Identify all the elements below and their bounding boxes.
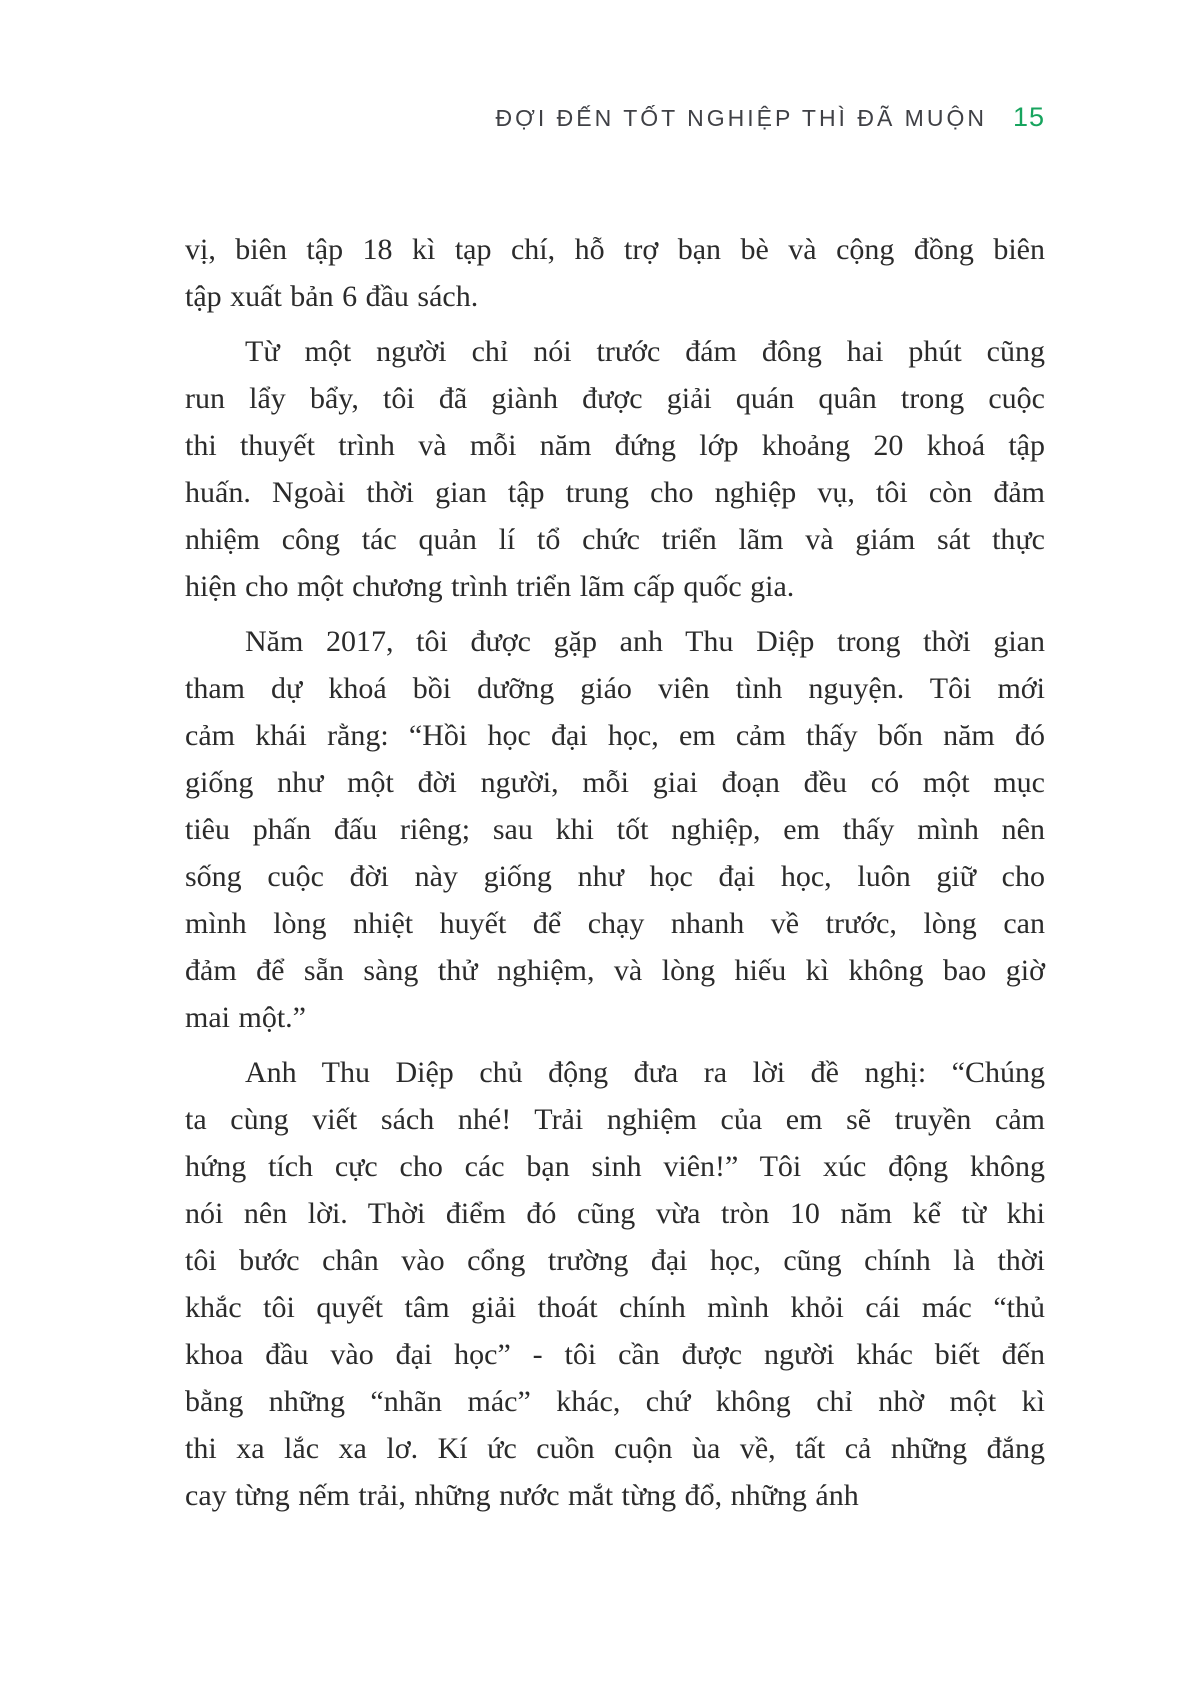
text-line: Năm 2017, tôi được gặp anh Thu Diệp trong thời gian <box>245 625 1045 658</box>
text-line: hứng tích cực cho các bạn sinh viên!” Tôi xúc động không <box>185 1150 1045 1183</box>
text-line: vị, biên tập 18 kì tạp chí, hỗ trợ bạn bè và cộng đồng biên <box>185 233 1045 266</box>
text-line: thi xa lắc xa lơ. Kí ức cuồn cuộn ùa về, tất cả những đắng <box>185 1432 1045 1465</box>
text-line: tôi bước chân vào cổng trường đại học, cũng chính là thời <box>185 1244 1045 1277</box>
page-number: 15 <box>1012 102 1045 132</box>
paragraph <box>185 328 1045 610</box>
paragraph <box>185 1049 1045 1519</box>
text-line: run lẩy bẩy, tôi đã giành được giải quán quân trong cuộc <box>185 382 1045 415</box>
text-line: khắc tôi quyết tâm giải thoát chính mình khỏi cái mác “thủ <box>185 1291 1045 1324</box>
text-line: hiện cho một chương trình triển lãm cấp quốc gia. <box>185 570 795 603</box>
text-line: tiêu phấn đấu riêng; sau khi tốt nghiệp, em thấy mình nên <box>185 813 1045 846</box>
text-line: bằng những “nhãn mác” khác, chứ không chỉ nhờ một kì <box>185 1385 1045 1418</box>
text-line: ta cùng viết sách nhé! Trải nghiệm của em sẽ truyền cảm <box>185 1103 1045 1136</box>
text-line: mai một.” <box>185 1001 306 1034</box>
text-line: thi thuyết trình và mỗi năm đứng lớp khoảng 20 khoá tập <box>185 429 1045 462</box>
page-body <box>185 226 1045 1519</box>
text-line: nhiệm công tác quản lí tổ chức triển lãm và giám sát thực <box>185 523 1045 556</box>
text-line: cảm khái rằng: “Hồi học đại học, em cảm thấy bốn năm đó <box>185 719 1045 752</box>
text-line: nói nên lời. Thời điểm đó cũng vừa tròn 10 năm kể từ khi <box>185 1197 1045 1230</box>
paragraph <box>185 618 1045 1041</box>
text-line: huấn. Ngoài thời gian tập trung cho nghiệp vụ, tôi còn đảm <box>185 476 1045 509</box>
text-line: tập xuất bản 6 đầu sách. <box>185 280 479 313</box>
text-line: cay từng nếm trải, những nước mắt từng đổ, những ánh <box>185 1479 859 1512</box>
text-line: Anh Thu Diệp chủ động đưa ra lời đề nghị: “Chúng <box>245 1056 1045 1089</box>
text-line: giống như một đời người, mỗi giai đoạn đều có một mục <box>185 766 1045 799</box>
text-line: tham dự khoá bồi dưỡng giáo viên tình nguyện. Tôi mới <box>185 672 1045 705</box>
running-head: ĐỢI ĐẾN TỐT NGHIỆP THÌ ĐÃ MUỘN <box>495 105 987 131</box>
text-line: khoa đầu vào đại học” - tôi cần được người khác biết đến <box>185 1338 1045 1371</box>
text-line: Từ một người chỉ nói trước đám đông hai phút cũng <box>245 335 1045 368</box>
text-line: sống cuộc đời này giống như học đại học, luôn giữ cho <box>185 860 1045 893</box>
text-line: đảm để sẵn sàng thử nghiệm, và lòng hiếu kì không bao giờ <box>185 954 1045 987</box>
paragraph <box>185 226 1045 320</box>
text-line: mình lòng nhiệt huyết để chạy nhanh về trước, lòng can <box>185 907 1045 940</box>
page-header <box>185 102 1045 133</box>
